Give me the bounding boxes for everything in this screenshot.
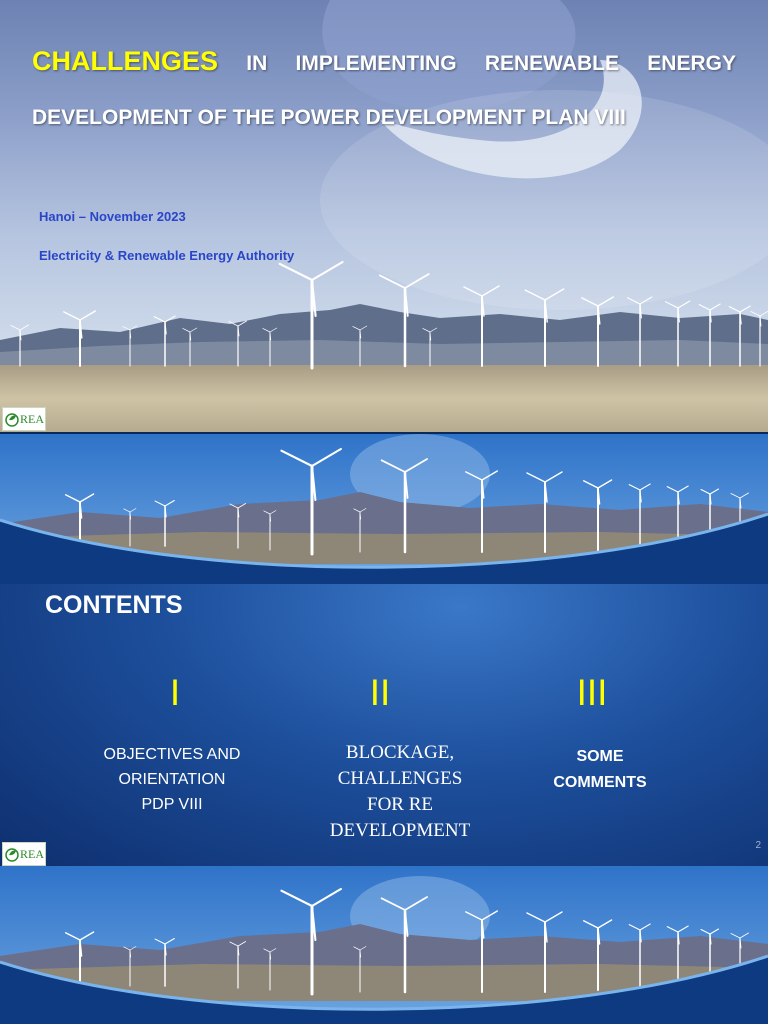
section-line: OBJECTIVES AND xyxy=(103,746,241,763)
title-word: ENERGY xyxy=(647,52,736,75)
turbine-part xyxy=(729,307,740,312)
turbine-part xyxy=(710,304,720,310)
section-numeral-1: I xyxy=(169,672,181,713)
contents-heading: CONTENTS xyxy=(45,591,183,619)
section-numeral-2: II xyxy=(369,672,391,713)
wind-farm-banner xyxy=(0,434,768,584)
section-line: SOME xyxy=(576,748,624,765)
turbine-part xyxy=(154,317,165,322)
next-slide-banner xyxy=(0,866,768,1024)
section-line: DEVELOPMENT xyxy=(329,820,471,841)
turbine-part xyxy=(740,306,750,312)
title-word: IN xyxy=(246,52,268,75)
turbine-part xyxy=(11,326,20,331)
erea-logo xyxy=(2,842,46,866)
turbine-part xyxy=(525,290,545,300)
turbine-part xyxy=(20,325,29,330)
title-line-2: DEVELOPMENT OF THE POWER DEVELOPMENT PLAN VIII xyxy=(32,106,626,129)
turbine-part xyxy=(751,312,760,317)
wind-farm-banner xyxy=(0,866,768,1024)
title-line-1 xyxy=(32,46,736,77)
title-highlight: CHALLENGES xyxy=(32,46,219,76)
title-slide xyxy=(0,0,768,432)
turbine-part xyxy=(464,287,482,296)
turbine-part xyxy=(582,298,598,306)
turbine-part xyxy=(280,264,312,280)
section-line: COMMENTS xyxy=(553,774,647,791)
turbine-part xyxy=(80,311,95,320)
turbine-part xyxy=(665,302,678,308)
turbine-part xyxy=(64,312,80,320)
turbine-part xyxy=(123,326,130,330)
title-word: IMPLEMENTING xyxy=(295,52,457,75)
organization-name: Electricity & Renewable Energy Authority xyxy=(39,248,295,263)
turbine-part xyxy=(598,297,613,306)
turbine-part xyxy=(405,274,429,288)
logo-text: REA xyxy=(20,846,44,861)
section-1-title xyxy=(82,742,262,817)
turbine-part xyxy=(760,311,768,316)
presentation-date: Hanoi – November 2023 xyxy=(39,209,186,224)
section-2-title xyxy=(300,740,500,844)
turbine-part xyxy=(640,297,652,304)
turbine-part xyxy=(545,289,564,300)
contents-slide xyxy=(0,434,768,866)
section-3-title xyxy=(520,744,680,796)
erea-logo xyxy=(2,407,46,431)
leaf-logo-icon xyxy=(5,411,19,427)
turbine-part xyxy=(699,305,710,310)
section-line: FOR RE xyxy=(367,794,433,815)
logo-text: REA xyxy=(20,411,44,426)
title-word: RENEWABLE xyxy=(484,52,619,75)
section-line: CHALLENGES xyxy=(337,768,463,789)
leaf-logo-icon xyxy=(5,846,19,862)
page-number: 2 xyxy=(755,840,761,851)
section-line: PDP VIII xyxy=(141,796,203,813)
section-line: ORIENTATION xyxy=(118,771,226,788)
turbine-part xyxy=(312,262,343,280)
turbine-part xyxy=(678,301,690,308)
turbine-part xyxy=(380,275,405,288)
turbine-part xyxy=(627,298,640,304)
section-numeral-3: III xyxy=(576,672,608,713)
section-line: BLOCKAGE, xyxy=(345,742,455,763)
turbine-part xyxy=(482,286,499,296)
